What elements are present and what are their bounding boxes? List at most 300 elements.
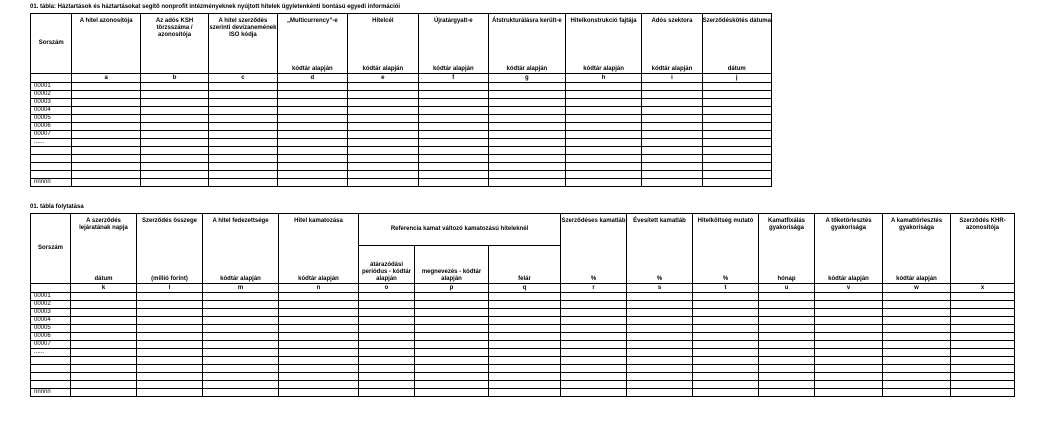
data-cell[interactable] xyxy=(137,301,203,309)
data-cell[interactable] xyxy=(418,155,488,163)
data-cell[interactable] xyxy=(72,171,140,179)
data-cell[interactable] xyxy=(627,365,693,373)
data-cell[interactable] xyxy=(489,333,561,341)
data-cell[interactable] xyxy=(815,293,883,301)
data-cell[interactable] xyxy=(277,91,347,99)
data-cell[interactable] xyxy=(359,365,415,373)
data-cell[interactable] xyxy=(489,349,561,357)
data-cell[interactable] xyxy=(759,381,815,389)
data-cell[interactable] xyxy=(561,357,627,365)
data-cell[interactable] xyxy=(348,139,418,147)
data-cell[interactable] xyxy=(415,341,489,349)
data-cell[interactable] xyxy=(642,123,702,131)
data-cell[interactable] xyxy=(359,341,415,349)
data-cell[interactable] xyxy=(348,91,418,99)
data-cell[interactable] xyxy=(759,317,815,325)
data-cell[interactable] xyxy=(140,155,208,163)
data-cell[interactable] xyxy=(348,83,418,91)
data-cell[interactable] xyxy=(277,163,347,171)
data-cell[interactable] xyxy=(71,293,137,301)
data-cell[interactable] xyxy=(759,365,815,373)
data-cell[interactable] xyxy=(415,389,489,397)
data-cell[interactable] xyxy=(951,333,1015,341)
data-cell[interactable] xyxy=(279,309,359,317)
data-cell[interactable] xyxy=(348,171,418,179)
data-cell[interactable] xyxy=(693,301,759,309)
data-cell[interactable] xyxy=(71,349,137,357)
data-cell[interactable] xyxy=(815,325,883,333)
data-cell[interactable] xyxy=(951,381,1015,389)
data-cell[interactable] xyxy=(72,155,140,163)
data-cell[interactable] xyxy=(627,341,693,349)
data-cell[interactable] xyxy=(348,155,418,163)
data-cell[interactable] xyxy=(140,83,208,91)
data-cell[interactable] xyxy=(815,301,883,309)
data-cell[interactable] xyxy=(489,163,566,171)
data-cell[interactable] xyxy=(72,123,140,131)
data-cell[interactable] xyxy=(642,83,702,91)
data-cell[interactable] xyxy=(203,325,279,333)
data-cell[interactable] xyxy=(415,373,489,381)
data-cell[interactable] xyxy=(642,131,702,139)
data-cell[interactable] xyxy=(418,83,488,91)
data-cell[interactable] xyxy=(203,349,279,357)
data-cell[interactable] xyxy=(415,333,489,341)
data-cell[interactable] xyxy=(815,365,883,373)
data-cell[interactable] xyxy=(203,357,279,365)
data-cell[interactable] xyxy=(209,171,277,179)
data-cell[interactable] xyxy=(565,155,642,163)
data-cell[interactable] xyxy=(415,381,489,389)
data-cell[interactable] xyxy=(951,389,1015,397)
data-cell[interactable] xyxy=(209,155,277,163)
data-cell[interactable] xyxy=(815,373,883,381)
data-cell[interactable] xyxy=(627,349,693,357)
data-cell[interactable] xyxy=(279,365,359,373)
data-cell[interactable] xyxy=(418,163,488,171)
data-cell[interactable] xyxy=(489,155,566,163)
data-cell[interactable] xyxy=(561,309,627,317)
data-cell[interactable] xyxy=(702,91,772,99)
data-cell[interactable] xyxy=(418,131,488,139)
data-cell[interactable] xyxy=(951,357,1015,365)
data-cell[interactable] xyxy=(489,381,561,389)
data-cell[interactable] xyxy=(140,171,208,179)
data-cell[interactable] xyxy=(418,147,488,155)
data-cell[interactable] xyxy=(951,365,1015,373)
data-cell[interactable] xyxy=(702,131,772,139)
data-cell[interactable] xyxy=(951,293,1015,301)
data-cell[interactable] xyxy=(137,341,203,349)
data-cell[interactable] xyxy=(702,139,772,147)
data-cell[interactable] xyxy=(137,317,203,325)
data-cell[interactable] xyxy=(140,107,208,115)
data-cell[interactable] xyxy=(693,325,759,333)
data-cell[interactable] xyxy=(140,99,208,107)
data-cell[interactable] xyxy=(209,163,277,171)
data-cell[interactable] xyxy=(348,99,418,107)
data-cell[interactable] xyxy=(565,83,642,91)
data-cell[interactable] xyxy=(71,373,137,381)
data-cell[interactable] xyxy=(693,341,759,349)
data-cell[interactable] xyxy=(137,349,203,357)
data-cell[interactable] xyxy=(140,147,208,155)
data-cell[interactable] xyxy=(565,163,642,171)
data-cell[interactable] xyxy=(561,349,627,357)
data-cell[interactable] xyxy=(883,365,951,373)
data-cell[interactable] xyxy=(489,123,566,131)
data-cell[interactable] xyxy=(348,163,418,171)
data-cell[interactable] xyxy=(642,147,702,155)
data-cell[interactable] xyxy=(702,155,772,163)
data-cell[interactable] xyxy=(561,365,627,373)
data-cell[interactable] xyxy=(627,357,693,365)
data-cell[interactable] xyxy=(72,139,140,147)
data-cell[interactable] xyxy=(72,115,140,123)
data-cell[interactable] xyxy=(815,309,883,317)
data-cell[interactable] xyxy=(489,83,566,91)
data-cell[interactable] xyxy=(209,131,277,139)
data-cell[interactable] xyxy=(71,309,137,317)
data-cell[interactable] xyxy=(277,131,347,139)
data-cell[interactable] xyxy=(489,373,561,381)
data-cell[interactable] xyxy=(72,179,140,187)
data-cell[interactable] xyxy=(415,357,489,365)
data-cell[interactable] xyxy=(277,139,347,147)
data-cell[interactable] xyxy=(418,139,488,147)
data-cell[interactable] xyxy=(489,179,566,187)
data-cell[interactable] xyxy=(418,123,488,131)
data-cell[interactable] xyxy=(883,341,951,349)
data-cell[interactable] xyxy=(642,155,702,163)
data-cell[interactable] xyxy=(565,91,642,99)
data-cell[interactable] xyxy=(137,325,203,333)
data-cell[interactable] xyxy=(71,325,137,333)
data-cell[interactable] xyxy=(277,171,347,179)
data-cell[interactable] xyxy=(642,99,702,107)
data-cell[interactable] xyxy=(565,139,642,147)
data-cell[interactable] xyxy=(702,147,772,155)
data-cell[interactable] xyxy=(815,357,883,365)
data-cell[interactable] xyxy=(561,301,627,309)
data-cell[interactable] xyxy=(702,123,772,131)
data-cell[interactable] xyxy=(759,389,815,397)
data-cell[interactable] xyxy=(565,131,642,139)
data-cell[interactable] xyxy=(279,317,359,325)
data-cell[interactable] xyxy=(642,179,702,187)
data-cell[interactable] xyxy=(72,91,140,99)
data-cell[interactable] xyxy=(561,293,627,301)
data-cell[interactable] xyxy=(759,325,815,333)
data-cell[interactable] xyxy=(359,309,415,317)
data-cell[interactable] xyxy=(702,179,772,187)
data-cell[interactable] xyxy=(203,333,279,341)
data-cell[interactable] xyxy=(279,381,359,389)
data-cell[interactable] xyxy=(883,357,951,365)
data-cell[interactable] xyxy=(415,317,489,325)
data-cell[interactable] xyxy=(209,147,277,155)
data-cell[interactable] xyxy=(489,293,561,301)
data-cell[interactable] xyxy=(279,357,359,365)
data-cell[interactable] xyxy=(209,179,277,187)
data-cell[interactable] xyxy=(489,341,561,349)
data-cell[interactable] xyxy=(418,115,488,123)
data-cell[interactable] xyxy=(359,301,415,309)
data-cell[interactable] xyxy=(565,115,642,123)
data-cell[interactable] xyxy=(815,317,883,325)
data-cell[interactable] xyxy=(642,139,702,147)
data-cell[interactable] xyxy=(883,317,951,325)
data-cell[interactable] xyxy=(693,309,759,317)
data-cell[interactable] xyxy=(489,357,561,365)
data-cell[interactable] xyxy=(279,341,359,349)
data-cell[interactable] xyxy=(489,91,566,99)
data-cell[interactable] xyxy=(561,341,627,349)
data-cell[interactable] xyxy=(489,99,566,107)
data-cell[interactable] xyxy=(883,325,951,333)
data-cell[interactable] xyxy=(489,365,561,373)
data-cell[interactable] xyxy=(140,131,208,139)
data-cell[interactable] xyxy=(489,115,566,123)
data-cell[interactable] xyxy=(693,333,759,341)
data-cell[interactable] xyxy=(209,91,277,99)
data-cell[interactable] xyxy=(359,317,415,325)
data-cell[interactable] xyxy=(415,309,489,317)
data-cell[interactable] xyxy=(203,301,279,309)
data-cell[interactable] xyxy=(693,293,759,301)
data-cell[interactable] xyxy=(565,179,642,187)
data-cell[interactable] xyxy=(359,357,415,365)
data-cell[interactable] xyxy=(561,325,627,333)
data-cell[interactable] xyxy=(72,163,140,171)
data-cell[interactable] xyxy=(137,309,203,317)
data-cell[interactable] xyxy=(702,107,772,115)
data-cell[interactable] xyxy=(348,131,418,139)
data-cell[interactable] xyxy=(140,123,208,131)
data-cell[interactable] xyxy=(140,91,208,99)
data-cell[interactable] xyxy=(759,309,815,317)
data-cell[interactable] xyxy=(693,365,759,373)
data-cell[interactable] xyxy=(951,309,1015,317)
data-cell[interactable] xyxy=(883,301,951,309)
data-cell[interactable] xyxy=(561,389,627,397)
data-cell[interactable] xyxy=(209,83,277,91)
data-cell[interactable] xyxy=(203,381,279,389)
data-cell[interactable] xyxy=(277,107,347,115)
data-cell[interactable] xyxy=(415,365,489,373)
data-cell[interactable] xyxy=(815,381,883,389)
data-cell[interactable] xyxy=(489,301,561,309)
data-cell[interactable] xyxy=(140,115,208,123)
data-cell[interactable] xyxy=(415,301,489,309)
data-cell[interactable] xyxy=(627,293,693,301)
data-cell[interactable] xyxy=(209,107,277,115)
data-cell[interactable] xyxy=(642,91,702,99)
data-cell[interactable] xyxy=(415,293,489,301)
data-cell[interactable] xyxy=(72,99,140,107)
data-cell[interactable] xyxy=(489,389,561,397)
data-cell[interactable] xyxy=(72,131,140,139)
data-cell[interactable] xyxy=(883,309,951,317)
data-cell[interactable] xyxy=(759,349,815,357)
data-cell[interactable] xyxy=(279,293,359,301)
data-cell[interactable] xyxy=(883,389,951,397)
data-cell[interactable] xyxy=(359,325,415,333)
data-cell[interactable] xyxy=(137,333,203,341)
data-cell[interactable] xyxy=(489,317,561,325)
data-cell[interactable] xyxy=(951,373,1015,381)
data-cell[interactable] xyxy=(209,115,277,123)
data-cell[interactable] xyxy=(71,381,137,389)
data-cell[interactable] xyxy=(209,123,277,131)
data-cell[interactable] xyxy=(565,147,642,155)
data-cell[interactable] xyxy=(759,301,815,309)
data-cell[interactable] xyxy=(71,365,137,373)
data-cell[interactable] xyxy=(203,373,279,381)
data-cell[interactable] xyxy=(627,309,693,317)
data-cell[interactable] xyxy=(72,147,140,155)
data-cell[interactable] xyxy=(489,139,566,147)
data-cell[interactable] xyxy=(702,171,772,179)
data-cell[interactable] xyxy=(627,301,693,309)
data-cell[interactable] xyxy=(279,301,359,309)
data-cell[interactable] xyxy=(702,83,772,91)
data-cell[interactable] xyxy=(951,325,1015,333)
data-cell[interactable] xyxy=(359,293,415,301)
data-cell[interactable] xyxy=(203,309,279,317)
data-cell[interactable] xyxy=(418,107,488,115)
data-cell[interactable] xyxy=(951,317,1015,325)
data-cell[interactable] xyxy=(279,333,359,341)
data-cell[interactable] xyxy=(627,381,693,389)
data-cell[interactable] xyxy=(883,333,951,341)
data-cell[interactable] xyxy=(137,365,203,373)
data-cell[interactable] xyxy=(137,357,203,365)
data-cell[interactable] xyxy=(415,325,489,333)
data-cell[interactable] xyxy=(137,381,203,389)
data-cell[interactable] xyxy=(759,373,815,381)
data-cell[interactable] xyxy=(642,171,702,179)
data-cell[interactable] xyxy=(759,333,815,341)
data-cell[interactable] xyxy=(203,293,279,301)
data-cell[interactable] xyxy=(279,325,359,333)
data-cell[interactable] xyxy=(137,373,203,381)
data-cell[interactable] xyxy=(277,179,347,187)
data-cell[interactable] xyxy=(561,333,627,341)
data-cell[interactable] xyxy=(565,107,642,115)
data-cell[interactable] xyxy=(489,131,566,139)
data-cell[interactable] xyxy=(140,139,208,147)
data-cell[interactable] xyxy=(348,147,418,155)
data-cell[interactable] xyxy=(642,163,702,171)
data-cell[interactable] xyxy=(693,349,759,357)
data-cell[interactable] xyxy=(642,115,702,123)
data-cell[interactable] xyxy=(71,317,137,325)
data-cell[interactable] xyxy=(71,333,137,341)
data-cell[interactable] xyxy=(951,301,1015,309)
data-cell[interactable] xyxy=(359,373,415,381)
data-cell[interactable] xyxy=(359,349,415,357)
data-cell[interactable] xyxy=(489,325,561,333)
data-cell[interactable] xyxy=(137,389,203,397)
data-cell[interactable] xyxy=(137,293,203,301)
data-cell[interactable] xyxy=(693,373,759,381)
data-cell[interactable] xyxy=(627,389,693,397)
data-cell[interactable] xyxy=(627,373,693,381)
data-cell[interactable] xyxy=(702,163,772,171)
data-cell[interactable] xyxy=(702,115,772,123)
data-cell[interactable] xyxy=(815,341,883,349)
data-cell[interactable] xyxy=(359,381,415,389)
data-cell[interactable] xyxy=(883,349,951,357)
data-cell[interactable] xyxy=(359,389,415,397)
data-cell[interactable] xyxy=(693,317,759,325)
data-cell[interactable] xyxy=(277,99,347,107)
data-cell[interactable] xyxy=(71,389,137,397)
data-cell[interactable] xyxy=(489,147,566,155)
data-cell[interactable] xyxy=(815,349,883,357)
data-cell[interactable] xyxy=(203,389,279,397)
data-cell[interactable] xyxy=(489,171,566,179)
data-cell[interactable] xyxy=(418,91,488,99)
data-cell[interactable] xyxy=(883,381,951,389)
data-cell[interactable] xyxy=(277,147,347,155)
data-cell[interactable] xyxy=(72,107,140,115)
data-cell[interactable] xyxy=(203,341,279,349)
data-cell[interactable] xyxy=(759,293,815,301)
data-cell[interactable] xyxy=(693,357,759,365)
data-cell[interactable] xyxy=(418,179,488,187)
data-cell[interactable] xyxy=(277,115,347,123)
data-cell[interactable] xyxy=(702,99,772,107)
data-cell[interactable] xyxy=(489,107,566,115)
data-cell[interactable] xyxy=(418,171,488,179)
data-cell[interactable] xyxy=(642,107,702,115)
data-cell[interactable] xyxy=(277,83,347,91)
data-cell[interactable] xyxy=(627,333,693,341)
data-cell[interactable] xyxy=(951,341,1015,349)
data-cell[interactable] xyxy=(815,333,883,341)
data-cell[interactable] xyxy=(277,123,347,131)
data-cell[interactable] xyxy=(71,301,137,309)
data-cell[interactable] xyxy=(561,317,627,325)
data-cell[interactable] xyxy=(72,83,140,91)
data-cell[interactable] xyxy=(418,99,488,107)
data-cell[interactable] xyxy=(561,381,627,389)
data-cell[interactable] xyxy=(140,179,208,187)
data-cell[interactable] xyxy=(565,99,642,107)
data-cell[interactable] xyxy=(759,341,815,349)
data-cell[interactable] xyxy=(279,389,359,397)
data-cell[interactable] xyxy=(348,115,418,123)
data-cell[interactable] xyxy=(71,341,137,349)
data-cell[interactable] xyxy=(279,373,359,381)
data-cell[interactable] xyxy=(209,139,277,147)
data-cell[interactable] xyxy=(209,99,277,107)
data-cell[interactable] xyxy=(565,171,642,179)
data-cell[interactable] xyxy=(359,333,415,341)
data-cell[interactable] xyxy=(883,293,951,301)
data-cell[interactable] xyxy=(203,317,279,325)
data-cell[interactable] xyxy=(627,317,693,325)
data-cell[interactable] xyxy=(415,349,489,357)
data-cell[interactable] xyxy=(348,107,418,115)
data-cell[interactable] xyxy=(759,357,815,365)
data-cell[interactable] xyxy=(627,325,693,333)
data-cell[interactable] xyxy=(815,389,883,397)
data-cell[interactable] xyxy=(883,373,951,381)
data-cell[interactable] xyxy=(561,373,627,381)
